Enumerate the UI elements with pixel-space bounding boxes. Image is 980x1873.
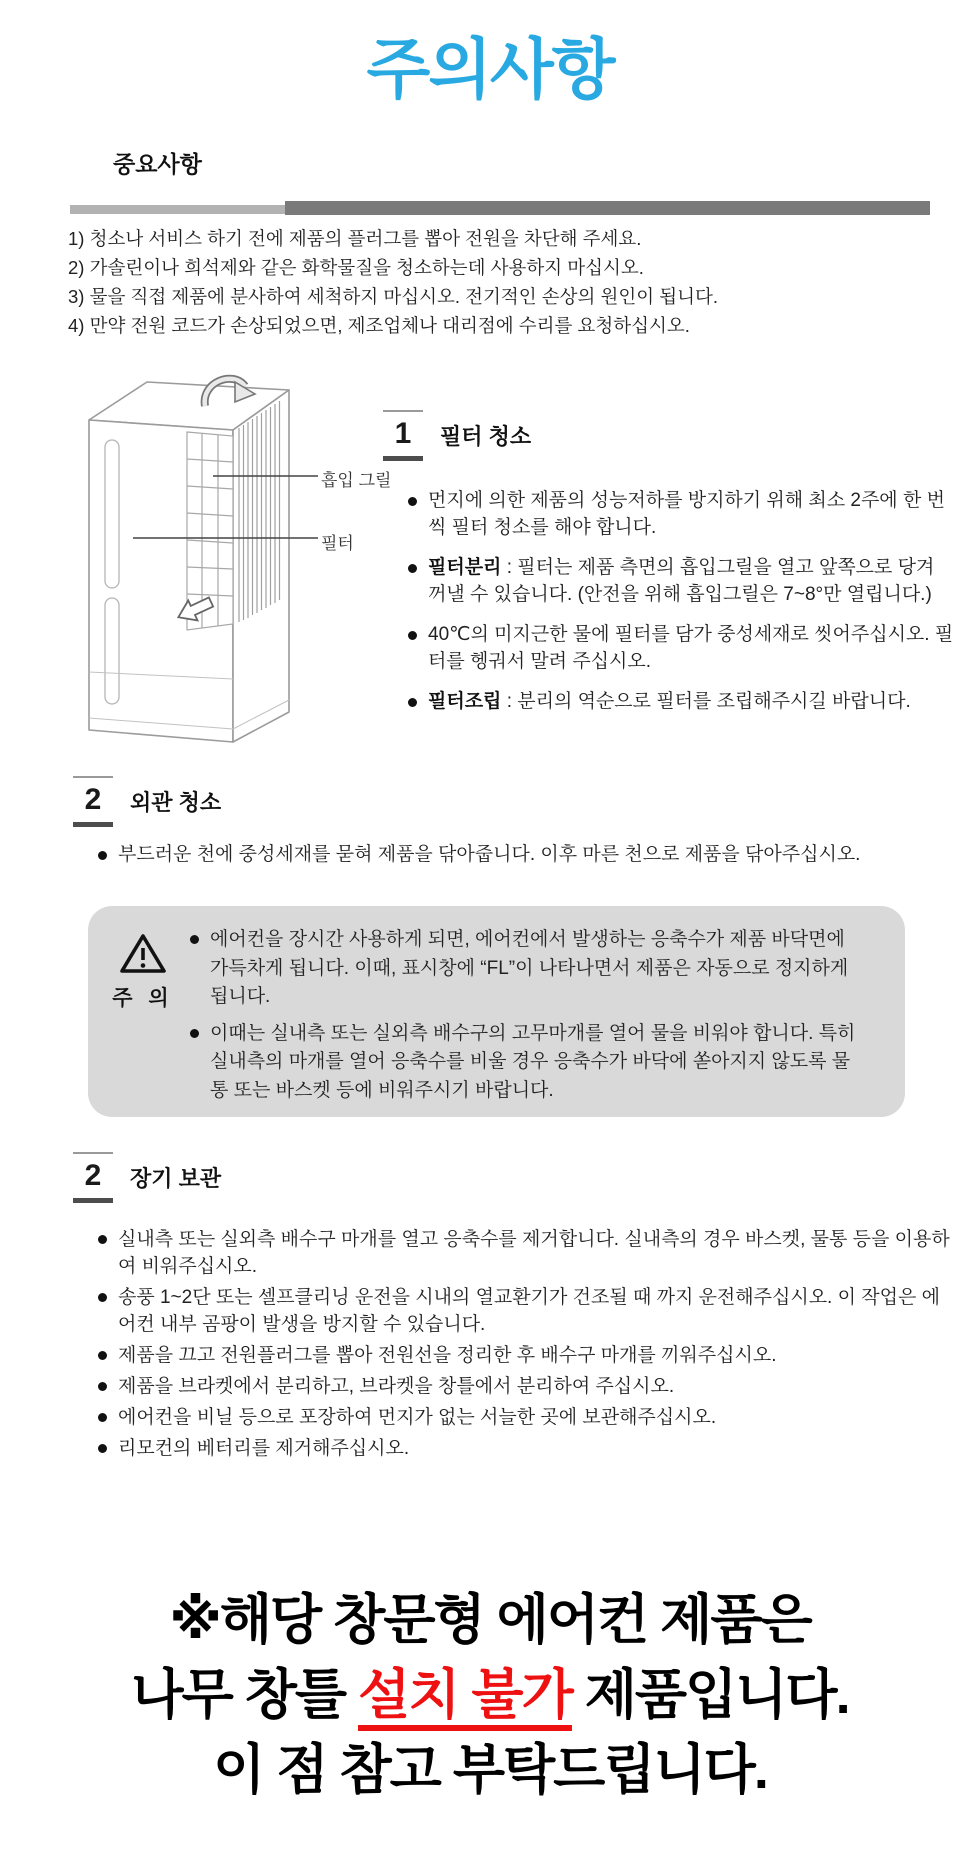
- divider-bar: [70, 200, 930, 215]
- important-heading: 중요사항: [113, 151, 202, 177]
- marker-bottom-line: [383, 456, 423, 461]
- notice-line-3: 이 점 참고 부탁드립니다.: [213, 1740, 767, 1800]
- list-item: 제품을 끄고 전원플러그를 뽑아 전원선을 정리한 후 배수구 마개를 끼워주십시오.: [98, 1342, 950, 1369]
- exterior-cleaning-bullets: [98, 842, 946, 869]
- bullet-icon: [98, 1382, 107, 1391]
- list-item: 에어컨을 장시간 사용하게 되면, 에어컨에서 발생하는 응축수가 제품 바닥면에 가득차게 됩니다. 이때, 표시창에 “FL”이 나타나면서 제품은 자동으로 정지하게 됩니다.: [190, 926, 868, 1012]
- list-item: 제품을 브라켓에서 분리하고, 브라켓을 창틀에서 분리하여 주십시오.: [98, 1373, 950, 1400]
- caution-icon-block: [104, 932, 182, 1012]
- important-item: 1) 청소나 서비스 하기 전에 제품의 플러그를 뽑아 전원을 차단해 주세요.: [68, 228, 642, 249]
- section-number: 1: [394, 417, 412, 450]
- bullet-icon: [190, 1029, 199, 1038]
- bullet-icon: [190, 935, 199, 944]
- ac-unit-drawing: [75, 372, 405, 754]
- bullet-icon: [98, 1351, 107, 1360]
- marker-bottom-line: [73, 822, 113, 827]
- section-marker-filter-cleaning: [383, 410, 423, 461]
- marker-bottom-line: [73, 1198, 113, 1203]
- page-title: 주의사항: [366, 32, 614, 106]
- list-item: 40℃의 미지근한 물에 필터를 담가 중성세재로 씻어주십시오. 필터를 헹궈서 말려 주십시오.: [408, 622, 956, 675]
- section-title-exterior-cleaning: 외관 청소: [130, 790, 222, 815]
- notice-line-1: ※해당 창문형 에어컨 제품은: [169, 1590, 811, 1650]
- list-item: 실내측 또는 실외측 배수구 마개를 열고 응축수를 제거합니다. 실내측의 경우 바스켓, 물통 등을 이용하여 비워주십시오.: [98, 1226, 950, 1280]
- section-marker-exterior-cleaning: [73, 776, 113, 827]
- notice-line-2: 나무 창틀 설치 불가 제품입니다.: [0, 1658, 980, 1733]
- bullet-icon: [98, 1413, 107, 1422]
- section-title-filter-cleaning: 필터 청소: [440, 424, 532, 449]
- list-item: 필터조립 : 분리의 역순으로 필터를 조립해주시길 바랍니다.: [408, 689, 956, 716]
- list-item: 먼지에 의한 제품의 성능저하를 방지하기 위해 최소 2주에 한 번씩 필터 청소를 해야 합니다.: [408, 488, 956, 541]
- bullet-icon: [98, 1293, 107, 1302]
- bullet-icon: [408, 631, 417, 640]
- list-item: 에어컨을 비닐 등으로 포장하여 먼지가 없는 서늘한 곳에 보관해주십시오.: [98, 1404, 950, 1431]
- filter-cleaning-bullets: [408, 488, 956, 730]
- divider-bar-light: [70, 205, 285, 214]
- list-item: 부드러운 천에 중성세재를 묻혀 제품을 닦아줍니다. 이후 마른 천으로 제품을 닦아주십시오.: [98, 842, 946, 869]
- long-term-storage-bullets: [98, 1226, 950, 1466]
- list-item: 이때는 실내측 또는 실외측 배수구의 고무마개를 열어 물을 비워야 합니다. 특히 실내측의 마개를 열어 응축수를 비울 경우 응축수가 바닥에 쏟아지지 않도록 물통 또는 바스켓 등에 비워주시기 바랍니다.: [190, 1020, 868, 1106]
- section-title-long-term-storage: 장기 보관: [130, 1166, 222, 1191]
- important-item: 2) 가솔린이나 희석제와 같은 화학물질을 청소하는데 사용하지 마십시오.: [68, 257, 644, 278]
- bullet-icon: [98, 851, 107, 860]
- caution-box: [88, 906, 905, 1117]
- bullet-icon: [98, 1235, 107, 1244]
- important-list: [68, 224, 958, 340]
- warning-triangle-icon: [119, 932, 167, 975]
- caution-bullets: [190, 926, 868, 1113]
- filter-label: 필터: [321, 534, 354, 553]
- caution-label: 주 의: [112, 987, 174, 1010]
- intake-grill-label: 흡입 그릴: [321, 471, 392, 490]
- important-item: 3) 물을 직접 제품에 분사하여 세척하지 마십시오. 전기적인 손상의 원인이 됩니다.: [68, 286, 719, 307]
- bullet-icon: [408, 698, 417, 707]
- ac-unit-diagram: [75, 372, 405, 754]
- list-item: 리모컨의 베터리를 제거해주십시오.: [98, 1435, 950, 1462]
- section-number: 2: [84, 1159, 102, 1192]
- important-item: 4) 만약 전원 코드가 손상되었으면, 제조업체나 대리점에 수리를 요청하십시오.: [68, 315, 690, 336]
- list-item: 필터분리 : 필터는 제품 측면의 흡입그릴을 열고 앞쪽으로 당겨 꺼낼 수 있습니다. (안전을 위해 흡입그릴은 7~8°만 열립니다.): [408, 555, 956, 608]
- bullet-icon: [408, 497, 417, 506]
- section-number: 2: [84, 783, 102, 816]
- bullet-icon: [408, 564, 417, 573]
- bullet-icon: [98, 1444, 107, 1453]
- section-marker-long-term-storage: [73, 1152, 113, 1203]
- list-item: 송풍 1~2단 또는 셀프클리닝 운전을 시내의 열교환기가 건조될 때 까지 운전해주십시오. 이 작업은 에어컨 내부 곰팡이 발생을 방지할 수 있습니다.: [98, 1284, 950, 1338]
- notice-highlight: 설치 불가: [358, 1665, 572, 1731]
- divider-bar-dark: [285, 201, 930, 215]
- installation-notice: [0, 1583, 980, 1808]
